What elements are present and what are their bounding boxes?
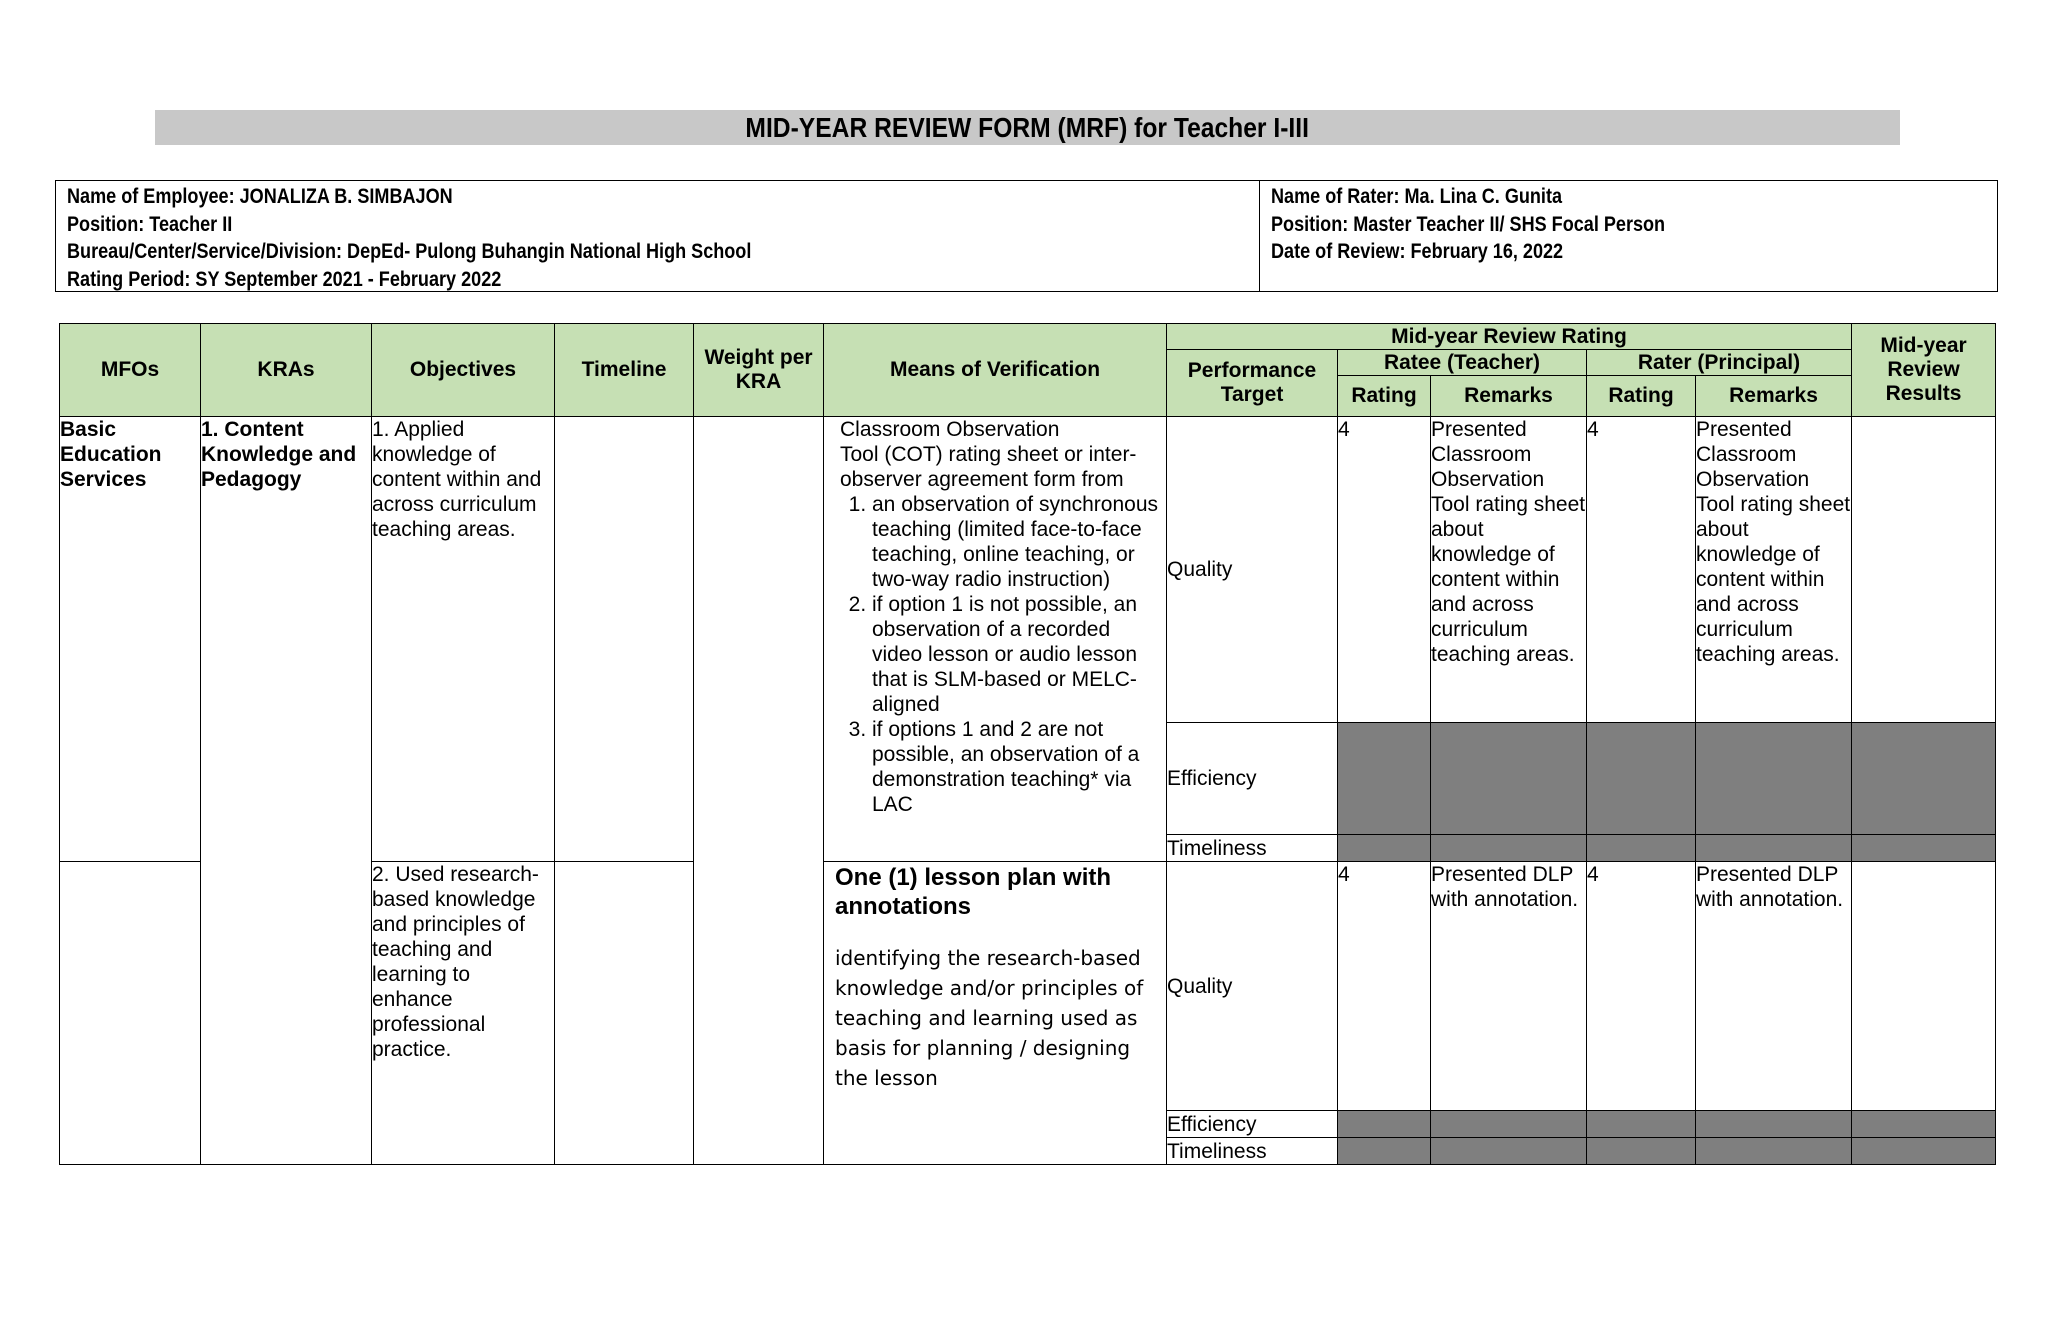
- rater-rating-1: 4: [1587, 417, 1696, 723]
- list-item: 2. if option 1 is not possible, an observation of a recorded video lesson or audio lesson that is SLM-based or MELC-aligned: [872, 592, 1166, 717]
- rater-info: [1260, 181, 1997, 291]
- mov-2: [824, 862, 1167, 1165]
- rater-position: Position: Master Teacher II/ SHS Focal Person: [1271, 212, 1666, 236]
- shaded-cell: [1696, 723, 1852, 835]
- ratee-remarks-1: Presented Classroom Observation Tool rating sheet about knowledge of content within and across curriculum teaching areas.: [1431, 417, 1587, 723]
- target-efficiency-1: Efficiency: [1167, 723, 1338, 835]
- kra-cell: 1. Content Knowledge and Pedagogy: [201, 417, 372, 1165]
- target-timeliness-1: Timeliness: [1167, 835, 1338, 862]
- table-row: [60, 417, 1996, 723]
- rater-remarks-1: Presented Classroom Observation Tool rating sheet about knowledge of content within and across curriculum teaching areas.: [1696, 417, 1852, 723]
- results-cell-2: [1852, 862, 1996, 1111]
- employee-name: Name of Employee: JONALIZA B. SIMBAJON: [67, 185, 453, 208]
- employee-position: Position: Teacher II: [67, 212, 233, 236]
- employee-info: [56, 181, 1260, 291]
- shaded-cell: [1338, 1111, 1431, 1138]
- shaded-cell: [1587, 723, 1696, 835]
- shaded-cell: [1852, 723, 1996, 835]
- shaded-cell: [1338, 723, 1431, 835]
- shaded-cell: [1696, 835, 1852, 862]
- rater-remarks-2: Presented DLP with annotation.: [1696, 862, 1852, 1111]
- shaded-cell: [1587, 1138, 1696, 1165]
- timeline-cell-1: [555, 417, 694, 862]
- shaded-cell: [1338, 835, 1431, 862]
- header-ratee-rating: Rating: [1338, 376, 1431, 417]
- target-quality-1: Quality: [1167, 417, 1338, 723]
- mov-2-body: identifying the research-based knowledge and/or principles of teaching and learning used as basis for planning / designing the lesson: [835, 946, 1144, 1090]
- shaded-cell: [1852, 1138, 1996, 1165]
- mov-2-title: One (1) lesson plan with annotations: [835, 864, 1112, 920]
- shaded-cell: [1431, 723, 1587, 835]
- shaded-cell: [1431, 1138, 1587, 1165]
- mov-1: [824, 417, 1167, 862]
- header-ratee: Ratee (Teacher): [1338, 350, 1587, 376]
- shaded-cell: [1587, 1111, 1696, 1138]
- list-item: 1. an observation of synchronous teaching (limited face-to-face teaching, online teaching, or two-way radio instruction): [872, 492, 1166, 592]
- header-review-results: Mid-year Review Results: [1852, 324, 1996, 417]
- shaded-cell: [1696, 1111, 1852, 1138]
- review-date: Date of Review: February 16, 2022: [1271, 240, 1564, 263]
- header-rater: Rater (Principal): [1587, 350, 1852, 376]
- mfo-cell: Basic Education Services: [60, 417, 201, 862]
- mov-1-intro-b: Tool (COT) rating sheet or inter-observer agreement form from: [840, 443, 1137, 491]
- ratee-rating-2: 4: [1338, 862, 1431, 1111]
- rating-period: Rating Period: SY September 2021 - February 2022: [67, 267, 502, 291]
- shaded-cell: [1696, 1138, 1852, 1165]
- shaded-cell: [1431, 1111, 1587, 1138]
- target-timeliness-2: Timeliness: [1167, 1138, 1338, 1165]
- list-item: 3. if options 1 and 2 are not possible, an observation of a demonstration teaching* via LAC: [872, 717, 1166, 817]
- shaded-cell: [1852, 1111, 1996, 1138]
- header-means-of-verification: Means of Verification: [824, 324, 1167, 417]
- target-efficiency-2: Efficiency: [1167, 1111, 1338, 1138]
- header-performance-target: Performance Target: [1167, 350, 1338, 417]
- results-cell-1: [1852, 417, 1996, 723]
- header-timeline: Timeline: [555, 324, 694, 417]
- employee-info-box: [55, 180, 1998, 292]
- form-title: [155, 110, 1900, 145]
- mov-1-list: [832, 492, 1166, 817]
- review-table: [59, 323, 1996, 1165]
- shaded-cell: [1431, 835, 1587, 862]
- header-review-rating: Mid-year Review Rating: [1167, 324, 1852, 350]
- rater-name: Name of Rater: Ma. Lina C. Gunita: [1271, 185, 1563, 208]
- header-rater-rating: Rating: [1587, 376, 1696, 417]
- header-mfos: MFOs: [60, 324, 201, 417]
- ratee-rating-1: 4: [1338, 417, 1431, 723]
- mov-1-intro-a: Classroom Observation: [840, 418, 1060, 441]
- shaded-cell: [1852, 835, 1996, 862]
- objective-2: 2. Used research-based knowledge and principles of teaching and learning to enhance professional practice.: [372, 862, 555, 1165]
- objective-1: 1. Applied knowledge of content within and across curriculum teaching areas.: [372, 417, 555, 862]
- shaded-cell: [1338, 1138, 1431, 1165]
- header-objectives: Objectives: [372, 324, 555, 417]
- weight-cell: [694, 417, 824, 1165]
- ratee-remarks-2: Presented DLP with annotation.: [1431, 862, 1587, 1111]
- target-quality-2: Quality: [1167, 862, 1338, 1111]
- header-weight: Weight per KRA: [694, 324, 824, 417]
- header-kras: KRAs: [201, 324, 372, 417]
- form-title-text: MID-YEAR REVIEW FORM (MRF) for Teacher I-III: [745, 111, 1310, 143]
- header-ratee-remarks: Remarks: [1431, 376, 1587, 417]
- header-rater-remarks: Remarks: [1696, 376, 1852, 417]
- shaded-cell: [1587, 835, 1696, 862]
- timeline-cell-2: [555, 862, 694, 1165]
- mfo-cell-2: [60, 862, 201, 1165]
- rater-rating-2: 4: [1587, 862, 1696, 1111]
- employee-bureau: Bureau/Center/Service/Division: DepEd- Pulong Buhangin National High School: [67, 240, 752, 263]
